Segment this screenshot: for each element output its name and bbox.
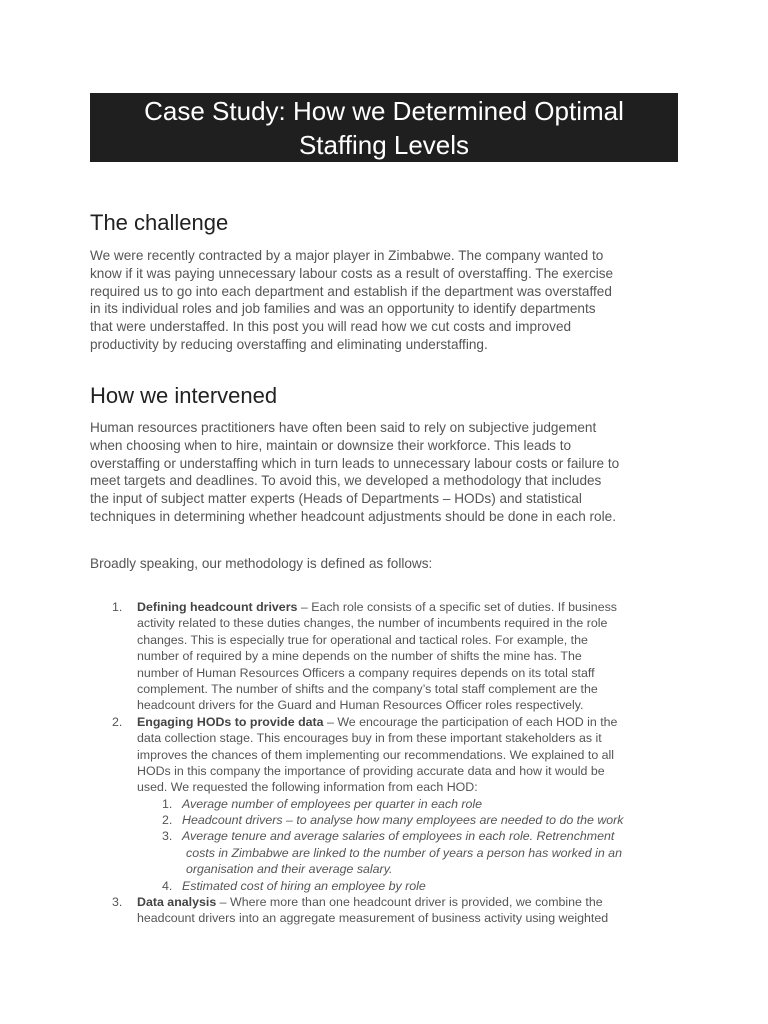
sub-list-text: Headcount drivers – to analyse how many employees are needed to do the work: [182, 813, 624, 828]
sub-list-item: [0, 828, 768, 844]
challenge-line: productivity by reducing overstaffing and eliminating understaffing.: [90, 336, 488, 352]
list-item-text: complement. The number of shifts and the company’s total staff complement are the: [137, 681, 598, 696]
challenge-heading: The challenge: [90, 210, 229, 235]
list-item-text: improves the chances of them implementing our recommendations. We explained to all: [137, 747, 615, 762]
list-item-text: headcount drivers into an aggregate measurement of business activity using weighted: [137, 911, 609, 926]
list-number: 1.: [112, 600, 123, 614]
intervened-line: the input of subject matter experts (Heads of Departments – HODs) and statistical: [90, 491, 582, 507]
intervened-line: meet targets and deadlines. To avoid this, we developed a methodology that includes: [90, 473, 602, 489]
challenge-line: We were recently contracted by a major player in Zimbabwe. The company wanted to: [90, 248, 604, 263]
intervened-line: techniques in determining whether headcount adjustments should be done in each role.: [90, 508, 616, 524]
sub-list-text: Estimated cost of hiring an employee by role: [182, 878, 426, 893]
list-number: 3.: [112, 895, 123, 910]
list-item-text: number of required by a mine depends on the number of shifts the mine has. The: [137, 649, 582, 664]
sub-list-number: 4.: [162, 878, 173, 893]
challenge-line: required us to go into each department and establish if the department was overstaffed: [90, 283, 612, 299]
sub-list-item: [0, 878, 768, 894]
list-item-text: – Where more than one headcount driver is provided, we combine the: [216, 895, 603, 910]
title-line-1: Case Study: How we Determined Optimal: [144, 96, 624, 126]
list-item-title: Data analysis: [137, 895, 217, 910]
intervened-line: when choosing when to hire, maintain or downsize their workforce. This leads to: [90, 437, 572, 453]
sub-list-text: organisation and their average salary.: [186, 862, 393, 877]
sub-list-number: 1.: [162, 796, 173, 811]
intervened-line: overstaffing or understaffing which in turn leads to unnecessary labour costs or failure to: [90, 455, 620, 471]
sub-list-number: 2.: [162, 813, 173, 828]
sub-list-number: 3.: [162, 829, 173, 844]
list-item-text: changes. This is especially true for operational and tactical roles. For example, the: [137, 632, 588, 647]
sub-list-text: costs in Zimbabwe are linked to the number of years a person has worked in an: [186, 845, 622, 860]
challenge-line: in its individual roles and job families and was an opportunity to identify departments: [90, 301, 596, 317]
list-item-text: HODs in this company the importance of providing accurate data and how it would be: [137, 763, 605, 778]
list-item-text: activity related to these duties changes, the number of incumbents required in the role: [137, 616, 608, 631]
list-number: 2.: [112, 714, 123, 729]
broadly-line: Broadly speaking, our methodology is defined as follows:: [90, 556, 433, 571]
list-item-text: headcount drivers for the Guard and Human Resources Officer roles respectively.: [137, 698, 584, 713]
list-item-text: – Each role consists of a specific set of duties. If business: [297, 600, 617, 614]
sub-list-item: [0, 812, 768, 828]
challenge-paragraph: [90, 247, 690, 354]
title-banner: [90, 93, 678, 162]
list-item-text: data collection stage. This encourages buy in from these important stakeholders as it: [137, 731, 602, 746]
sub-list-item: [0, 796, 768, 812]
list-item-2: [0, 714, 768, 730]
intervened-heading: How we intervened: [90, 383, 278, 408]
list-item-title: Defining headcount drivers: [137, 600, 298, 614]
intervened-line: Human resources practitioners have often been said to rely on subjective judgement: [90, 420, 597, 435]
sub-list-text: Average tenure and average salaries of employees in each role. Retrenchment: [182, 829, 615, 844]
list-item-text: – We encourage the participation of each HOD in the: [323, 714, 618, 729]
list-item-1: [0, 599, 768, 615]
list-item-text: used. We requested the following information from each HOD:: [137, 780, 478, 795]
broadly-paragraph: [90, 555, 690, 573]
intervened-paragraph: [90, 419, 690, 526]
methodology-list: [0, 599, 768, 927]
challenge-line: know if it was paying unnecessary labour costs as a result of overstaffing. The exercise: [90, 265, 614, 281]
list-item-3: [0, 894, 768, 910]
list-item-text: number of Human Resources Officers a company requires depends on its total staff: [137, 665, 595, 680]
list-item-title: Engaging HODs to provide data: [137, 714, 324, 729]
challenge-line: that were understaffed. In this post you will read how we cut costs and improved: [90, 319, 572, 335]
sub-list-text: Average number of employees per quarter in each role: [182, 796, 483, 811]
title-line-2: Staffing Levels: [298, 130, 470, 160]
